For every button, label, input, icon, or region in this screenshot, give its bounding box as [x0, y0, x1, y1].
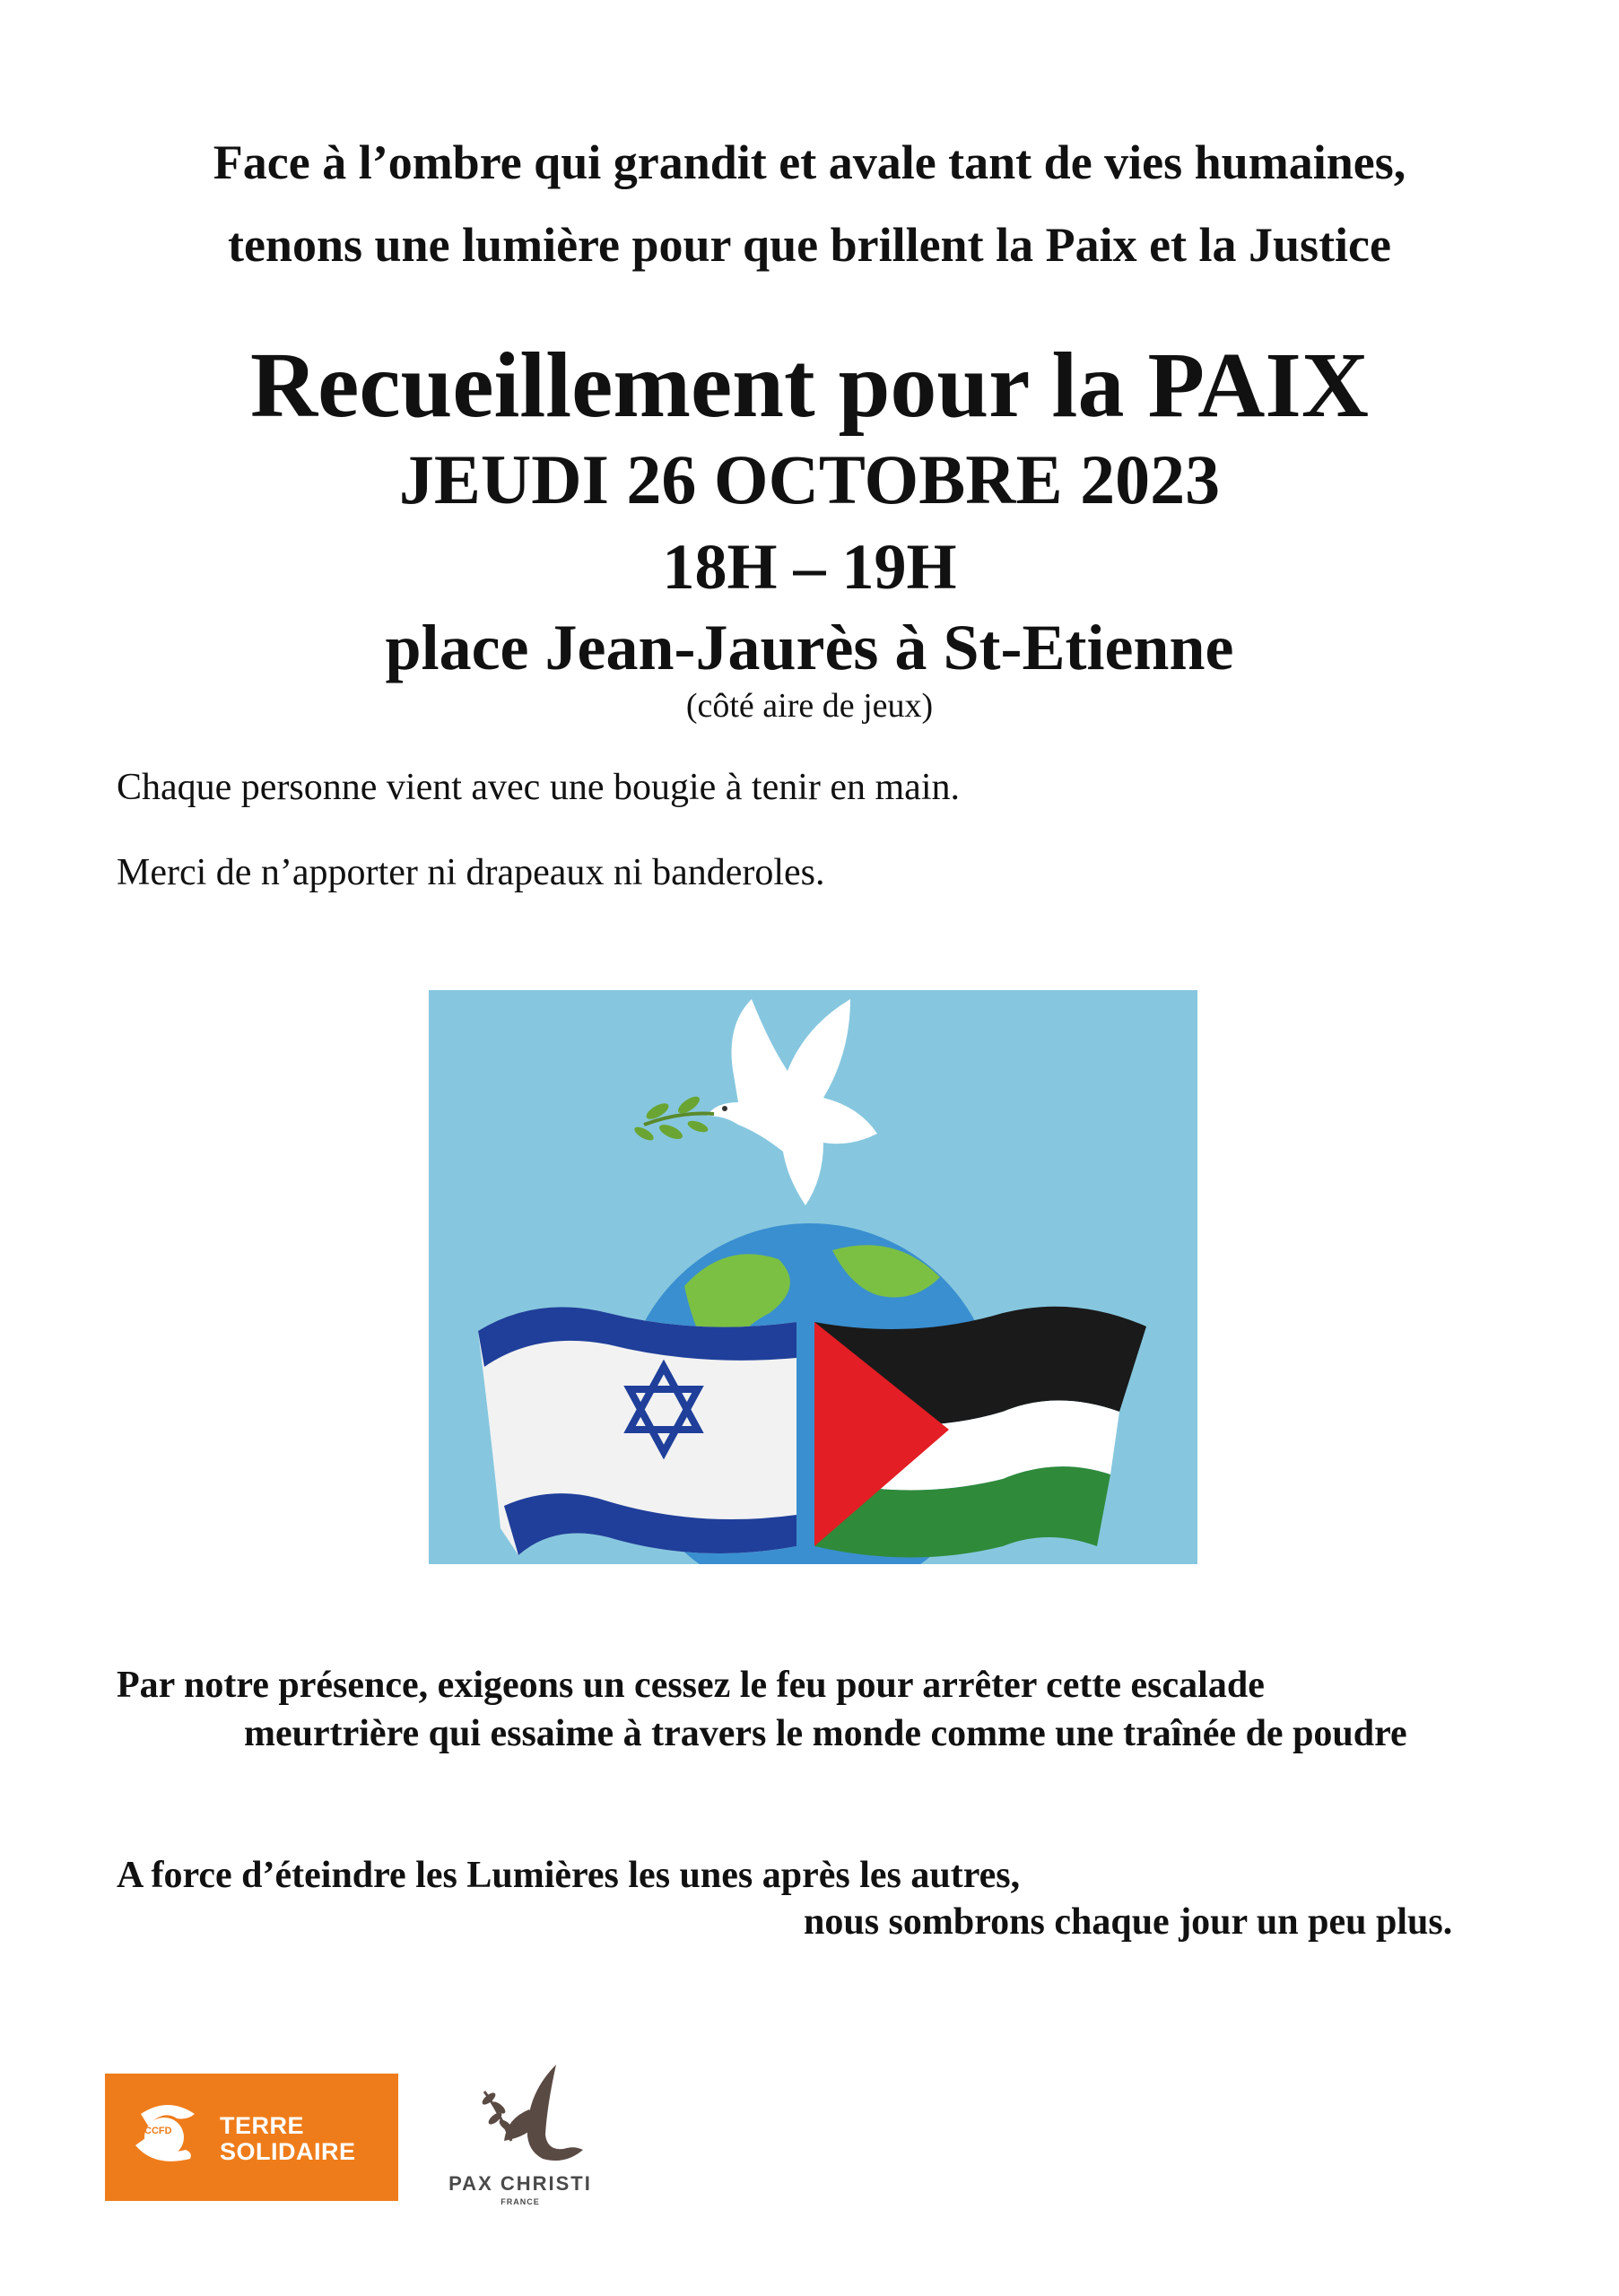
dove-icon: [707, 999, 877, 1205]
pax-christi-country: FRANCE: [500, 2197, 540, 2206]
peace-illustration: [429, 990, 1197, 1564]
pax-christi-dove-icon: [422, 2056, 619, 2172]
ccfd-small-label: CCFD: [144, 2126, 172, 2136]
pax-christi-logo: [422, 2056, 619, 2217]
event-date: JEUDI 26 OCTOBRE 2023: [398, 440, 1221, 518]
intro-text: [0, 121, 1619, 286]
candle-instruction: Chaque personne vient avec une bougie à tenir en main.: [117, 767, 960, 808]
ccfd-hands-icon: [105, 2074, 213, 2201]
event-title: Recueillement pour la PAIX: [250, 334, 1369, 437]
ccfd-line-1: TERRE: [220, 2112, 305, 2139]
ccfd-line-2: SOLIDAIRE: [220, 2138, 356, 2165]
ccfd-wordmark: [220, 2113, 356, 2165]
ceasefire-quote-line-2: meurtrière qui essaime à travers le monde comme une traînée de poudre: [244, 1713, 1407, 1754]
event-place: place Jean-Jaurès à St-Etienne: [385, 612, 1234, 683]
ceasefire-quote-line-1: Par notre présence, exigeons un cessez le feu pour arrêter cette escalade: [117, 1665, 1265, 1706]
pax-christi-name: PAX CHRISTI: [448, 2172, 592, 2195]
olive-branch-icon: [632, 1093, 714, 1143]
peace-illustration-svg: [429, 990, 1197, 1564]
no-flags-instruction: Merci de n’apporter ni drapeaux ni banderoles.: [117, 852, 825, 893]
lights-quote-line-1: A force d’éteindre les Lumières les unes après les autres,: [117, 1855, 1021, 1896]
ccfd-terre-solidaire-logo: [105, 2074, 398, 2201]
lights-quote-line-2: nous sombrons chaque jour un peu plus.: [804, 1901, 1453, 1943]
israel-flag-icon: [478, 1307, 796, 1555]
event-time: 18H – 19H: [662, 531, 957, 603]
palestine-flag-icon: [814, 1307, 1146, 1558]
intro-line-1: Face à l’ombre qui grandit et avale tant de vies humaines,: [213, 135, 1406, 189]
event-place-note: (côté aire de jeux): [685, 687, 934, 725]
intro-line-2: tenons une lumière pour que brillent la Paix et la Justice: [227, 218, 1391, 272]
